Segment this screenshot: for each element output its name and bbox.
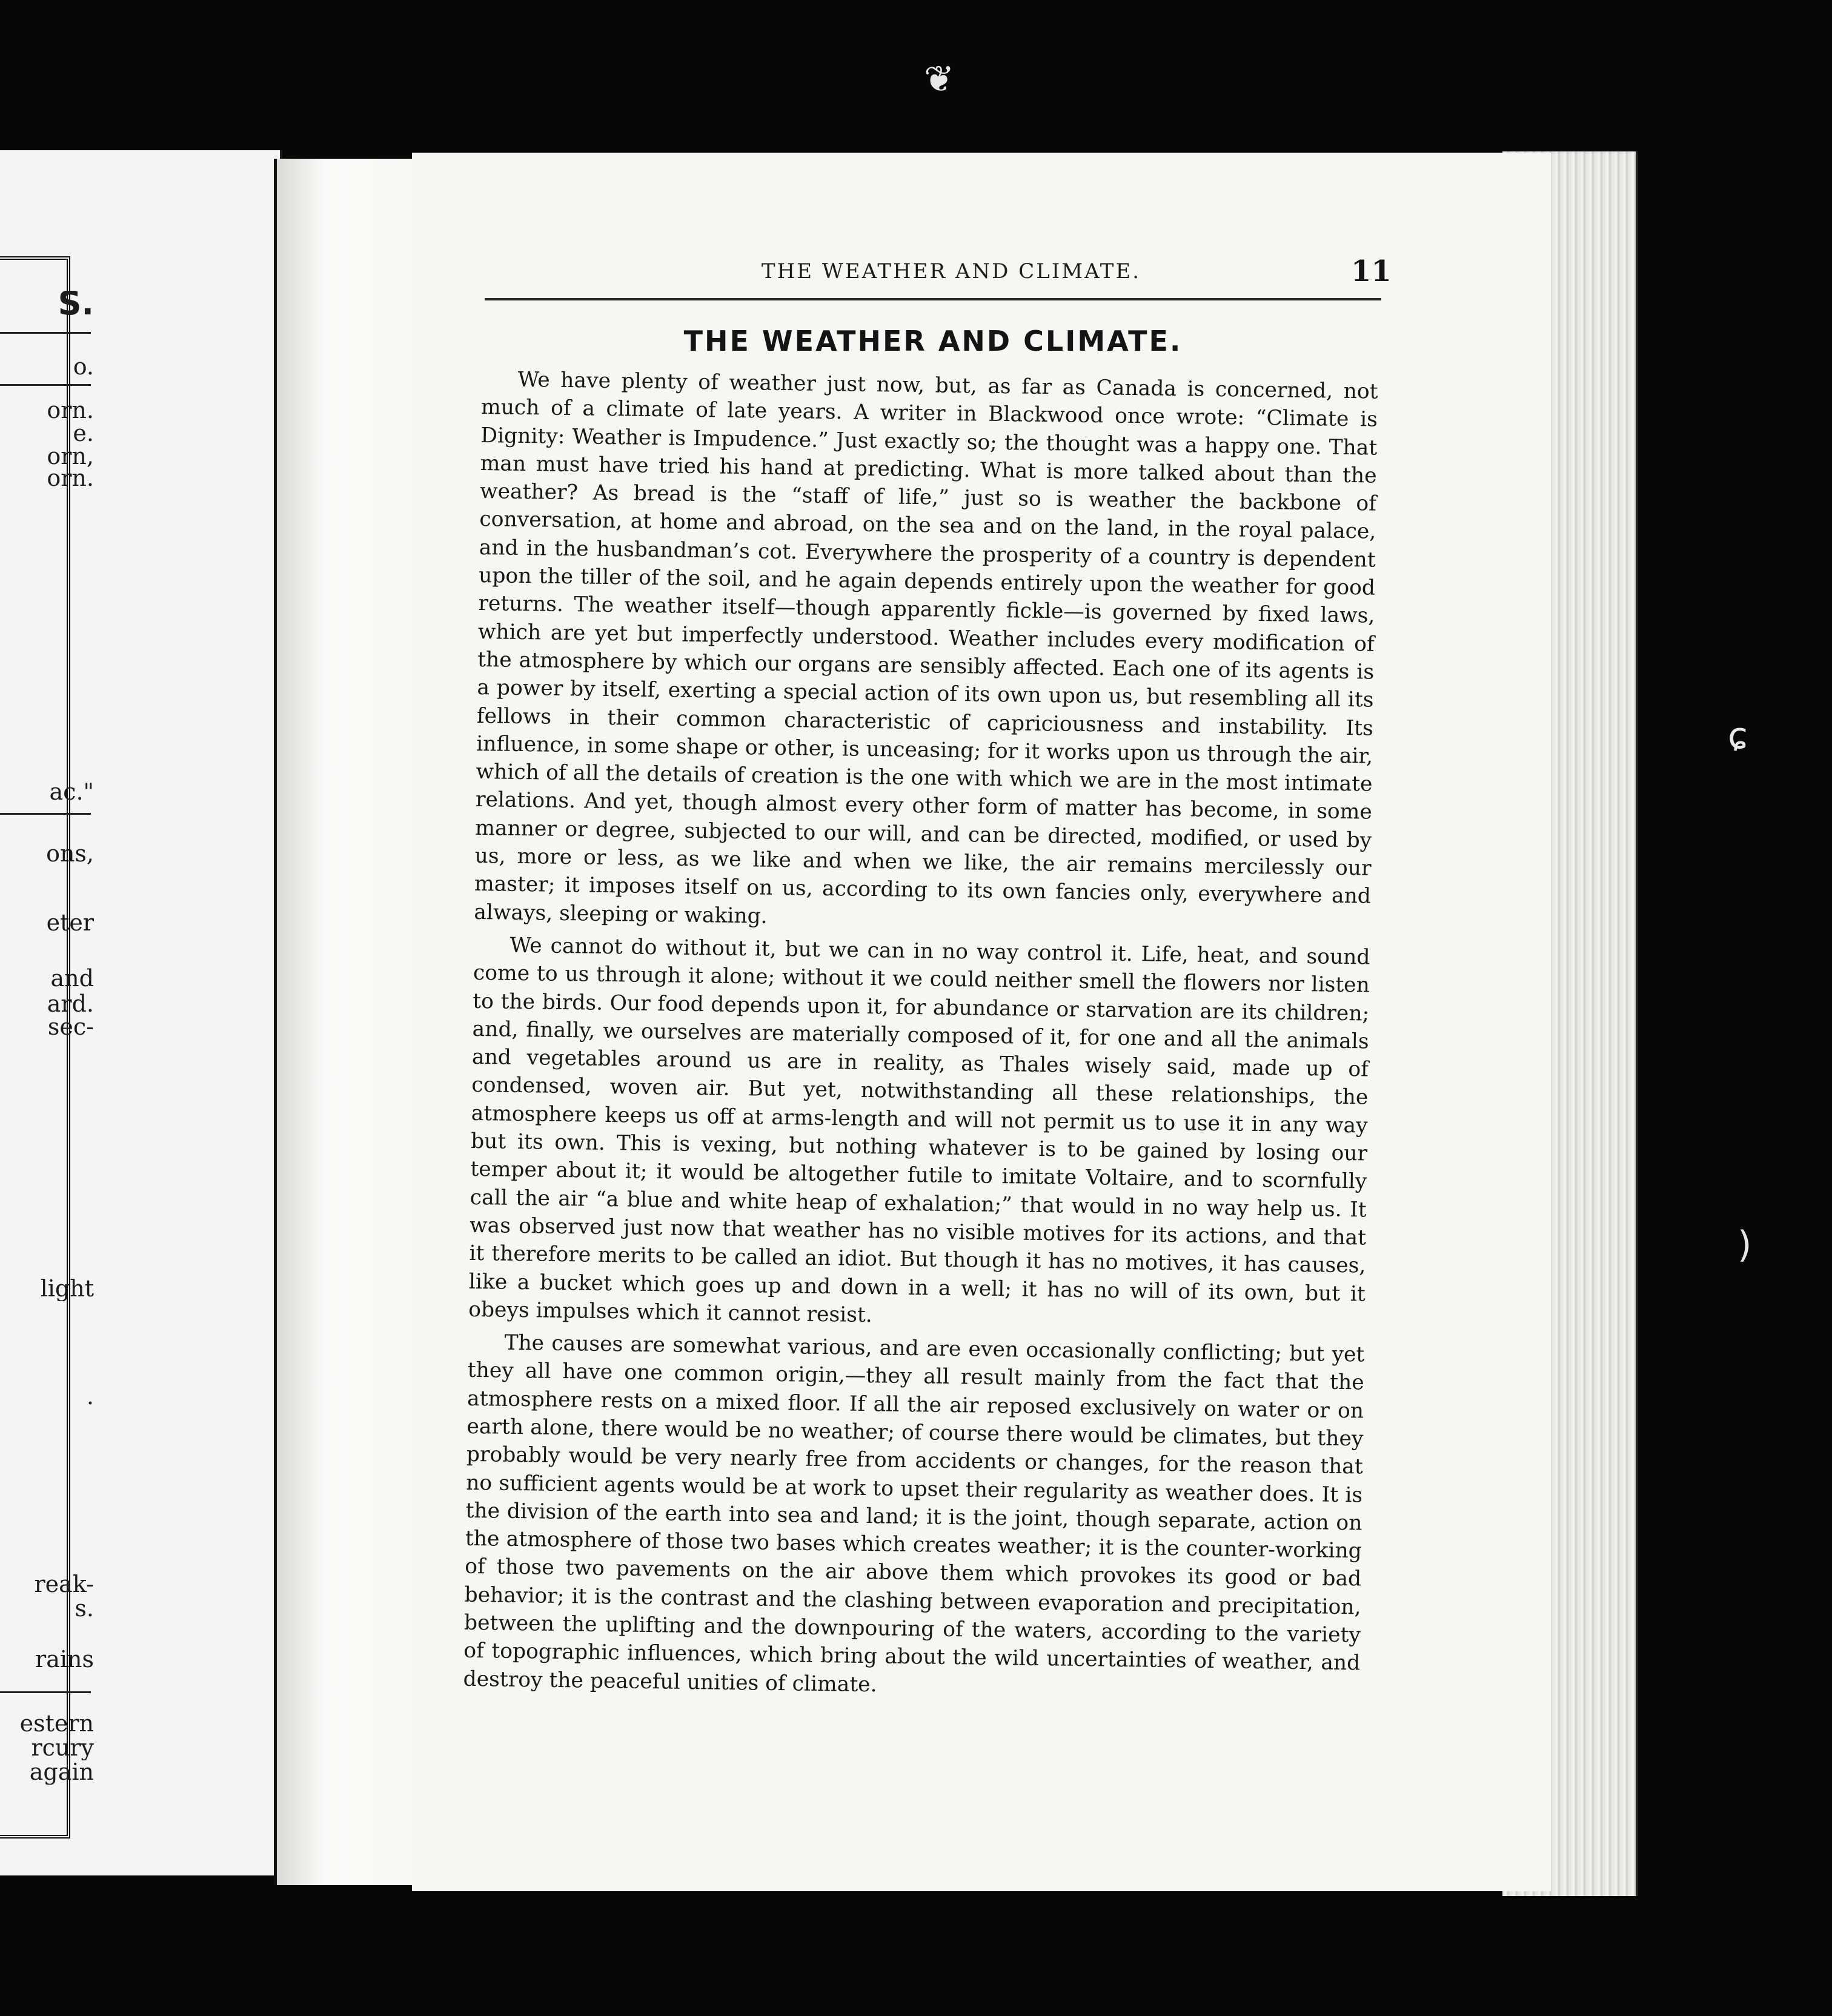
left-fragment: rcury — [31, 1735, 94, 1760]
left-fragment: . — [86, 1384, 94, 1409]
left-fragment: eter — [46, 910, 94, 935]
left-fragment: again — [29, 1759, 94, 1785]
left-fragment-rule — [0, 332, 91, 334]
left-fragment: orn. — [47, 397, 94, 423]
left-fragment: reak- — [34, 1571, 94, 1597]
paragraph-1: We have plenty of weather just now, but, as far as Canada is concerned, not much of a climate of late years. A writer in Blackwood once wrote: “Climate is Dignity: Weather is Impudence.” Just exactly so; the thought was a happy one. That man must have tried his hand at predicting. What is more talked about than the weather? As bread is the “staff of life,” just so is weather the backbone of conversation, at home and abroad, on the sea and on the land, in the royal palace, and in the husbandman’s cot. Everywhere the prosperity of a country is dependent upon the tiller of the soil, and he again depends entirely upon the weather for good returns. The weather itself—though apparently fickle—is governed by fixed laws, which are yet but imperfectly understood. Weather includes every modification of the atmosphere by which our organs are sensibly affected. Each one of its agents is a power by itself, exerting a special action of its own upon us, but resembling all its fellows in their common characteristic of capriciousness and instability. Its influence, in some shape or other, is unceasing; for it works upon us through the air, which of all the details of creation is the one with which we are in the most intimate relations. And yet, though almost every other form of matter has become, in some manner or degree, subjected to our will, and can be directed, modified, or used by us, more or less, as we like and when we like, the air remains mercilessly our master; it imposes itself on us, according to its own fancies only, everywhere and always, sleeping or waking. — [474, 367, 1378, 929]
left-fragment: S. — [58, 291, 94, 316]
left-fragment-rule — [0, 1691, 91, 1693]
left-fragment: sec- — [47, 1014, 94, 1040]
article-body — [463, 365, 1378, 1705]
left-fragment-rule — [0, 813, 91, 815]
left-fragment: ac." — [49, 779, 94, 804]
left-fragment: s. — [75, 1596, 94, 1621]
page-number: 11 — [1351, 254, 1392, 288]
paragraph-3: The causes are somewhat various, and are even occasionally conflicting; but yet they all have one common origin,—they all result mainly from the fact that the atmosphere rests on a mixed floor. If all the air reposed exclusively on water or on earth alone, there would be no weather; of course there would be climates, but they probably would be very nearly free from accidents or changes, for the reason that no sufficient agents would be at work to upset their regularity as weather does. It is the division of the earth into sea and land; it is the joint, though separate, action on the atmosphere of those two bases which creates weather; it is the counter-working of those two pavements on the air above them which provokes its good or bad behavior; it is the contrast and the clashing between evaporation and precipitation, between the uplifting and the downpouring of the waters, according to the variety of topographic influences, which bring about the wild uncertainties of weather, and destroy the peaceful unities of climate. — [463, 1330, 1365, 1697]
left-fragment-rule — [0, 384, 91, 386]
left-fragment: ard. — [47, 991, 94, 1016]
left-fragment: and — [50, 966, 94, 991]
left-facing-page — [0, 150, 282, 1875]
left-fragment: o. — [73, 354, 94, 379]
left-fragment: rains — [35, 1646, 94, 1672]
running-head: THE WEATHER AND CLIMATE. — [761, 259, 1141, 284]
left-fragment: ons, — [46, 841, 94, 866]
scan-speck: ɕ — [1728, 715, 1748, 757]
left-fragment: estern — [19, 1711, 94, 1736]
left-page-text-fragments — [0, 150, 97, 1875]
paragraph-2: We cannot do without it, but we can in no way control it. Life, heat, and sound come to us through it alone; without it we could neither smell the flowers nor listen to the birds. Our food depends upon it, for abundance or starvation are its children; and, finally, we ourselves are materially composed of it, for one and all the animals and vegetables around us are in reality, as Thales wisely said, made up of condensed, woven air. But yet, notwithstanding all these relationships, the atmosphere keeps us off at arms-length and will not permit us to use it in any way but its own. This is vexing, but nothing whatever is to be gained by losing our temper about it; it would be altogether futile to imitate Voltaire, and to scornfully call the air “a blue and white heap of exhalation;” that would in no way help us. It was observed just now that weather has no visible motives for its actions, and that it therefore merits to be called an idiot. But though it has no motives, it has causes, like a bucket which goes up and down in a well; it has no will of its own, but it obeys impulses which it cannot resist. — [468, 933, 1370, 1327]
scan-speck: ) — [1737, 1224, 1752, 1266]
left-fragment: orn, — [47, 443, 94, 469]
header-rule — [485, 298, 1381, 300]
left-fragment: e. — [73, 420, 94, 446]
scan-speck: ❦ — [924, 58, 955, 101]
left-fragment: orn. — [47, 465, 94, 491]
article-title: THE WEATHER AND CLIMATE. — [683, 325, 1183, 357]
book-gutter — [274, 159, 416, 1885]
left-fragment: light — [40, 1276, 94, 1301]
